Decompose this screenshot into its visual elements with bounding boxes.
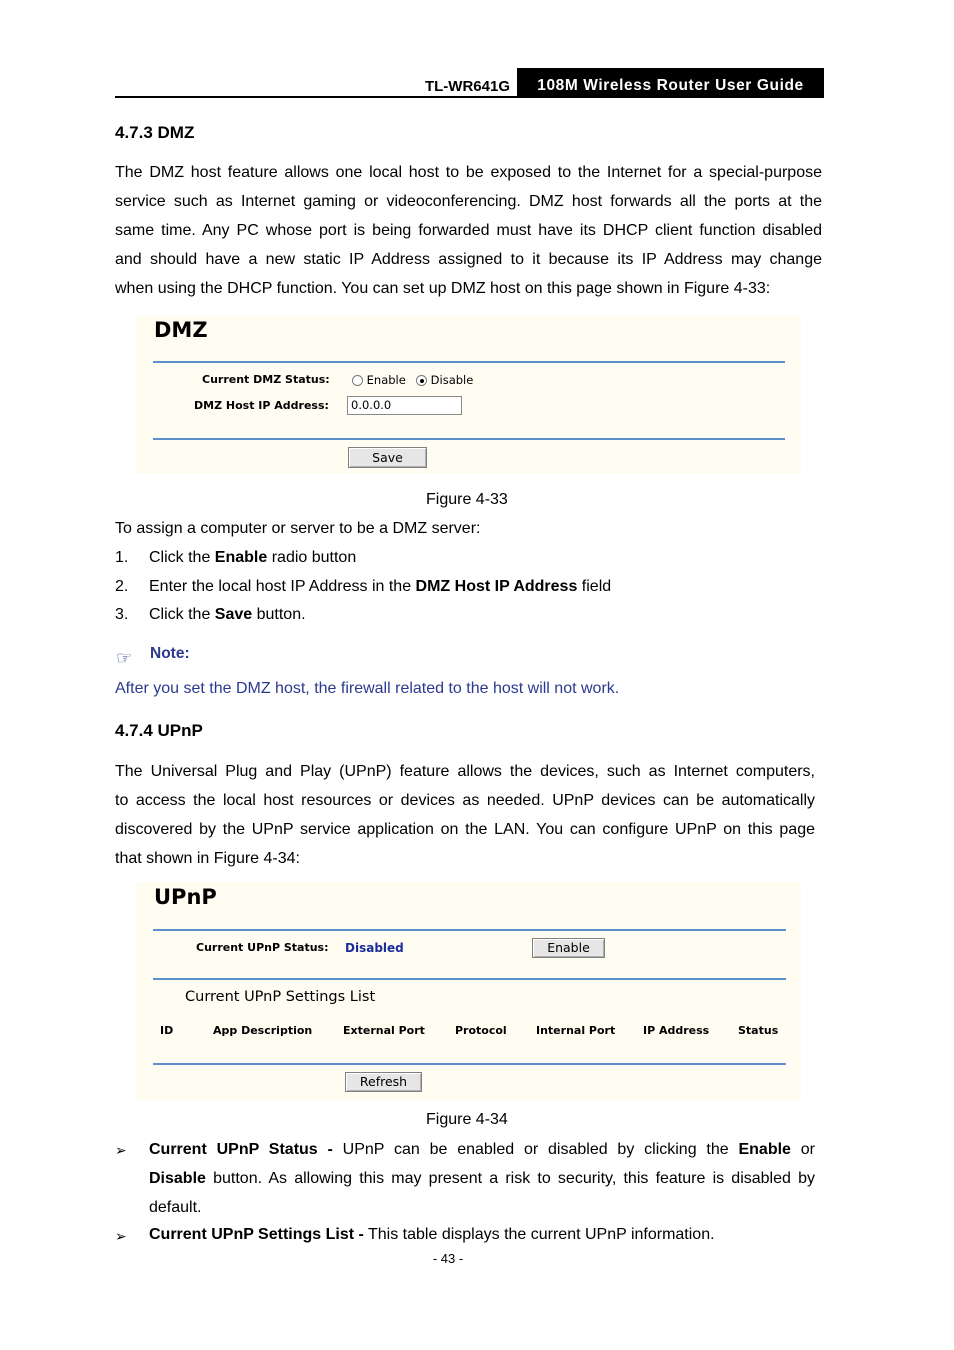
step-text [149,606,306,624]
bullet-arrow-icon: ➢ [115,1142,127,1158]
column-header-protocol: Protocol [455,1024,507,1037]
dmz-intro-line: when using the DHCP function. You can set up DMZ host on this page shown in Figure 4-33: [115,280,771,297]
step-text [149,578,611,596]
upnp-intro-line: that shown in Figure 4-34: [115,850,300,867]
upnp-status-label: Current UPnP Status: [196,941,329,954]
figure-caption: Figure 4-33 [426,491,508,508]
upnp-intro-paragraph [115,757,815,873]
bullet-bold-term: Enable [738,1141,791,1158]
pointing-hand-icon: ☞ [116,648,133,668]
upnp-bottom-rule [153,1063,786,1065]
bullet-bold-term: Current UPnP Settings List - [149,1226,364,1243]
header-guide-title: 108M Wireless Router User Guide [517,68,824,98]
section-heading-upnp: 4.7.4 UPnP [115,721,203,740]
step-number: 1. [115,549,129,566]
upnp-figure-title: UPnP [154,885,217,909]
bullet-upnp-status [149,1135,815,1222]
bullet-text-part: This table displays the current UPnP information. [363,1226,715,1243]
radio-selected-icon[interactable] [416,375,427,386]
bullet-line [149,1164,815,1193]
step-number: 2. [115,578,129,595]
dmz-disable-radio[interactable] [416,373,473,387]
step-text-part: Enter the local host IP Address in the [149,578,416,595]
column-header-internal-port: Internal Port [536,1024,616,1037]
upnp-status-value: Disabled [345,941,404,955]
step-bold-term: Enable [214,549,268,566]
step-text-part: radio button [267,549,357,566]
radio-icon[interactable] [352,375,363,386]
dmz-enable-radio[interactable] [352,373,406,387]
step-item [115,549,128,567]
bullet-text-part: button. As allowing this may present a risk to security, this feature is disabled by [205,1170,815,1187]
note-label: Note: [150,645,190,662]
note-text: After you set the DMZ host, the firewall related to the host will not work. [115,680,620,697]
step-text-part: button. [252,606,306,623]
step-item [115,578,128,596]
step-text-part: Click the [149,549,215,566]
dmz-figure [136,316,801,474]
header-model: TL-WR641G [424,78,510,95]
step-text-part: field [577,578,612,595]
upnp-middle-rule [153,978,786,980]
upnp-intro-line: discovered by the UPnP service application on the LAN. You can configure UPnP on this page [115,821,815,838]
column-header-ip-address: IP Address [643,1024,710,1037]
dmz-intro-paragraph [115,158,822,303]
step-text-part: Click the [149,606,215,623]
save-button[interactable]: Save [348,447,427,468]
upnp-list-title: Current UPnP Settings List [185,989,376,1005]
dmz-bottom-rule [153,438,785,440]
dmz-disable-label: Disable [430,373,474,387]
step-bold-term: Save [214,606,253,623]
figure-caption: Figure 4-34 [426,1111,508,1128]
upnp-intro-line: The Universal Plug and Play (UPnP) feature allows the devices, such as Internet computers, [115,763,815,780]
step-bold-term: DMZ Host IP Address [415,578,578,595]
bullet-text-part: UPnP can be enabled or disabled by clicking the [332,1141,739,1158]
dmz-intro-line: and should have a new static IP Address assigned to it because its IP Address may change [115,251,822,268]
bullet-line: default. [149,1199,202,1216]
column-header-external-port: External Port [343,1024,425,1037]
step-number: 3. [115,606,129,623]
dmz-intro-line: same time. Any PC whose port is being forwarded must have its DHCP client function disabled [115,222,822,239]
steps-intro: To assign a computer or server to be a DMZ server: [115,520,481,537]
bullet-upnp-list [149,1226,715,1244]
upnp-figure [136,882,801,1100]
dmz-intro-line: service such as Internet gaming or videoconferencing. DMZ host forwards all the ports at the [115,193,822,210]
step-item [115,606,128,624]
column-header-app-description: App Description [213,1024,313,1037]
bullet-bold-term: Disable [149,1170,206,1187]
upnp-top-rule [153,929,786,931]
dmz-top-rule [153,361,785,363]
section-heading-dmz: 4.7.3 DMZ [115,123,195,142]
dmz-ip-label: DMZ Host IP Address: [194,399,329,412]
bullet-text-part: or [790,1141,815,1158]
bullet-line [149,1135,815,1164]
column-header-status: Status [738,1024,779,1037]
bullet-arrow-icon: ➢ [115,1228,127,1244]
dmz-intro-line: The DMZ host feature allows one local host to be exposed to the Internet for a special-purpose [115,164,822,181]
column-header-id: ID [160,1024,174,1037]
dmz-enable-label: Enable [366,373,406,387]
upnp-intro-line: to access the local host resources or devices as needed. UPnP devices can be automatically [115,792,815,809]
dmz-ip-input[interactable]: 0.0.0.0 [347,396,462,415]
enable-button[interactable]: Enable [532,938,605,958]
refresh-button[interactable]: Refresh [345,1072,422,1092]
step-text [149,549,356,567]
page-number: - 43 - [432,1251,464,1266]
bullet-bold-term: Current UPnP Status - [149,1141,333,1158]
header-rule [115,96,824,98]
dmz-status-label: Current DMZ Status: [202,373,330,386]
dmz-figure-title: DMZ [154,318,208,342]
